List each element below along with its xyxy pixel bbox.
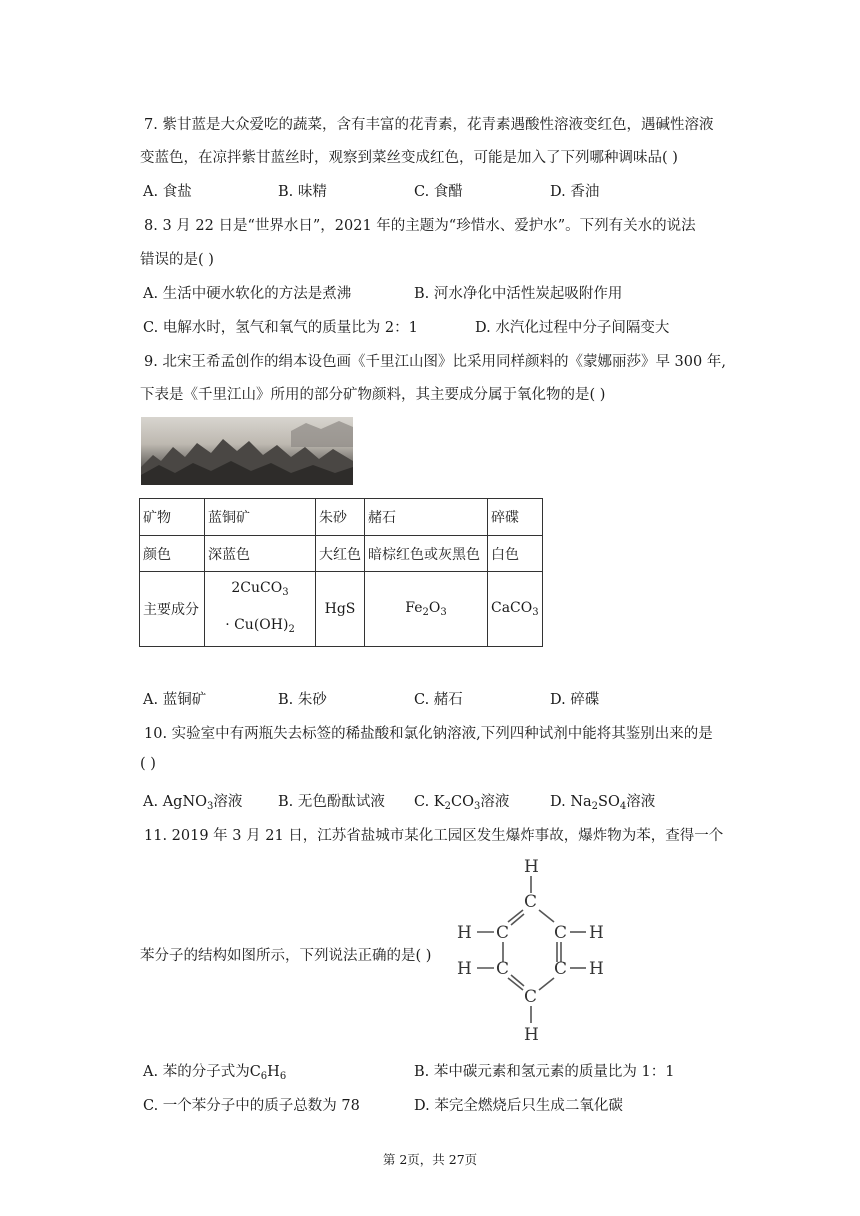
atom-h-lower-right: H — [589, 959, 604, 979]
q8-option-c: C. 电解水时，氢气和氧气的质量比为 2：1 — [143, 320, 418, 336]
q9-option-b: B. 朱砂 — [278, 692, 327, 708]
table-cell-calcite: 碎碟 — [488, 499, 543, 536]
atom-h-top: H — [524, 857, 539, 877]
q7-stem-line2: 变蓝色，在凉拌紫甘蓝丝时，观察到菜丝变成红色，可能是加入了下列哪种调味品( ) — [140, 150, 678, 166]
table-row-label-color: 颜色 — [140, 536, 205, 572]
q9-stem-line2: 下表是《千里江山》所用的部分矿物颜料，其主要成分属于氧化物的是( ) — [140, 387, 606, 403]
q8-stem-line1: 8. 3 月 22 日是“世界水日”，2021 年的主题为“珍惜水、爱护水”。下列有关水的说法 — [144, 218, 696, 234]
table-cell-calcite-formula: CaCO$_3$ — [488, 572, 543, 647]
table-row-label-composition: 主要成分 — [140, 572, 205, 647]
atom-c-upper-right: C — [554, 923, 568, 943]
q9-option-a: A. 蓝铜矿 — [143, 692, 207, 708]
table-cell-ochre-color: 暗棕红色或灰黑色 — [365, 536, 488, 572]
q10-option-c: C. $K_2CO_3$溶液 — [414, 794, 510, 812]
q9-option-c: C. 赭石 — [414, 692, 463, 708]
table-cell-ochre: 赭石 — [365, 499, 488, 536]
atom-h-upper-left: H — [457, 923, 472, 943]
q7-stem-line1: 7. 紫甘蓝是大众爱吃的蔬菜，含有丰富的花青素，花青素遇酸性溶液变红色，遇碱性溶液 — [144, 117, 714, 133]
q8-option-d: D. 水汽化过程中分子间隔变大 — [475, 320, 670, 336]
table-cell-ochre-formula: $Fe_2O_3$ — [365, 572, 488, 647]
atom-c-upper-left: C — [496, 923, 510, 943]
q11-stem-line2: 苯分子的结构如图所示，下列说法正确的是( ) — [140, 948, 432, 964]
q8-option-b: B. 河水净化中活性炭起吸附作用 — [414, 286, 623, 302]
atom-h-bottom: H — [524, 1025, 539, 1045]
q11-stem-line1: 11. 2019 年 3 月 21 日，江苏省盐城市某化工园区发生爆炸事故，爆炸物为苯，查得一个 — [144, 828, 724, 844]
page-footer: 第 2页，共 27页 — [382, 1152, 478, 1167]
q9-stem-line1: 9. 北宋王希孟创作的绢本设色画《千里江山图》比采用同样颜料的《蒙娜丽莎》早 300 年, — [144, 354, 726, 370]
q10-option-d: D. $Na_2SO_4$溶液 — [550, 794, 656, 812]
table-cell-cinnabar: 朱砂 — [316, 499, 365, 536]
atom-c-top: C — [524, 892, 538, 912]
q10-option-a: A. AgNO$_3$溶液 — [143, 794, 243, 812]
q11-option-a: A. 苯的分子式为$C_6H_6$ — [143, 1064, 287, 1082]
atom-h-lower-left: H — [457, 959, 472, 979]
q7-option-d: D. 香油 — [550, 184, 600, 200]
q7-option-c: C. 食醋 — [414, 184, 463, 200]
q11-option-b: B. 苯中碳元素和氢元素的质量比为 1：1 — [414, 1064, 675, 1080]
q7-option-b: B. 味精 — [278, 184, 327, 200]
table-cell-cinnabar-color: 大红色 — [316, 536, 365, 572]
q8-option-a: A. 生活中硬水软化的方法是煮沸 — [143, 286, 352, 302]
table-cell-lazurite: 蓝铜矿 — [205, 499, 316, 536]
atom-c-bottom: C — [524, 987, 538, 1007]
table-cell-calcite-color: 白色 — [488, 536, 543, 572]
benzene-structure-diagram — [450, 850, 620, 1050]
q8-stem-line2: 错误的是( ) — [140, 252, 214, 268]
table-cell-lazurite-formula: 2CuCO$_3$ · $Cu(OH)_2$ — [205, 572, 316, 647]
mineral-pigment-table — [139, 498, 543, 647]
table-cell-lazurite-color: 深蓝色 — [205, 536, 316, 572]
atom-c-lower-right: C — [554, 959, 568, 979]
q7-option-a: A. 食盐 — [143, 184, 192, 200]
q10-stem-line2: ( ) — [140, 756, 156, 772]
q11-option-d: D. 苯完全燃烧后只生成二氧化碳 — [414, 1098, 623, 1114]
table-row-label-mineral: 矿物 — [140, 499, 205, 536]
q10-option-b: B. 无色酚酞试液 — [278, 794, 385, 810]
atom-c-lower-left: C — [496, 959, 510, 979]
q9-option-d: D. 碎碟 — [550, 692, 600, 708]
landscape-painting-image — [141, 417, 353, 485]
atom-h-upper-right: H — [589, 923, 604, 943]
table-cell-cinnabar-formula: HgS — [316, 572, 365, 647]
q10-stem-line1: 10. 实验室中有两瓶失去标签的稀盐酸和氯化钠溶液,下列四种试剂中能将其鉴别出来的是 — [144, 726, 713, 742]
q11-option-c: C. 一个苯分子中的质子总数为 78 — [143, 1098, 360, 1114]
